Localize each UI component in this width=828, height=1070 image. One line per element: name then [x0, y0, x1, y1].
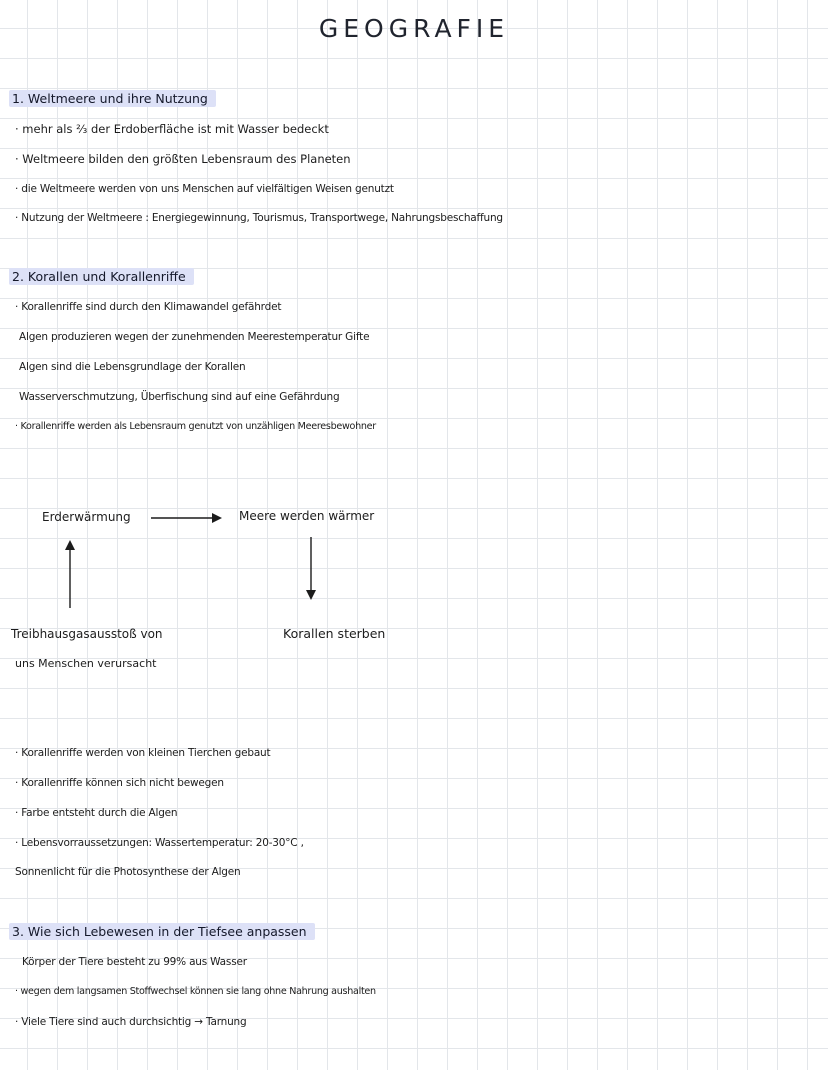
section-1-item: · Weltmeere bilden den größten Lebensraum des Planeten: [15, 152, 351, 166]
section-3-item: · Viele Tiere sind auch durchsichtig → Tarnung: [15, 1016, 247, 1028]
section-3-item: · wegen dem langsamen Stoffwechsel können sie lang ohne Nahrung aushalten: [15, 986, 376, 997]
section-2-item: · Korallenriffe sind durch den Klimawandel gefährdet: [15, 301, 282, 313]
section-3-heading: 3. Wie sich Lebewesen in der Tiefsee anpassen: [9, 923, 315, 940]
diagram-korallen-sterben: Korallen sterben: [283, 626, 386, 641]
section-2-item: · Korallenriffe werden als Lebensraum genutzt von unzähligen Meeresbewohner: [15, 421, 376, 432]
section-1-heading: 1. Weltmeere und ihre Nutzung: [9, 90, 216, 107]
section-1-item: · Nutzung der Weltmeere : Energiegewinnung, Tourismus, Transportwege, Nahrungsbeschaffung: [15, 212, 503, 224]
section-1-item: · die Weltmeere werden von uns Menschen auf vielfältigen Weisen genutzt: [15, 183, 394, 195]
section-2-heading: 2. Korallen und Korallenriffe: [9, 268, 194, 285]
section-2-item: Algen sind die Lebensgrundlage der Korallen: [19, 361, 246, 373]
section-2-item: Wasserverschmutzung, Überfischung sind auf eine Gefährdung: [19, 391, 340, 403]
section-2b-item: · Korallenriffe können sich nicht bewegen: [15, 777, 224, 789]
diagram-treibhausgas-line1: Treibhausgasausstoß von: [11, 627, 163, 641]
section-2b-item: · Korallenriffe werden von kleinen Tierchen gebaut: [15, 747, 271, 759]
diagram-treibhausgas-line2: uns Menschen verursacht: [15, 657, 157, 670]
section-3-item: Körper der Tiere besteht zu 99% aus Wasser: [22, 956, 247, 968]
diagram-erderwaermung: Erderwärmung: [42, 510, 131, 524]
diagram-meere-waermer: Meere werden wärmer: [239, 509, 375, 523]
section-2b-item: · Farbe entsteht durch die Algen: [15, 807, 178, 819]
section-2-item: Algen produzieren wegen der zunehmenden Meerestemperatur Gifte: [19, 331, 370, 343]
section-2b-item: · Lebensvorraussetzungen: Wassertemperatur: 20-30°C ,: [15, 837, 304, 849]
section-2b-item: Sonnenlicht für die Photosynthese der Algen: [15, 866, 241, 878]
page-title: GEOGRAFIE: [318, 14, 510, 43]
section-1-item: · mehr als ⅔ der Erdoberfläche ist mit Wasser bedeckt: [15, 122, 329, 136]
